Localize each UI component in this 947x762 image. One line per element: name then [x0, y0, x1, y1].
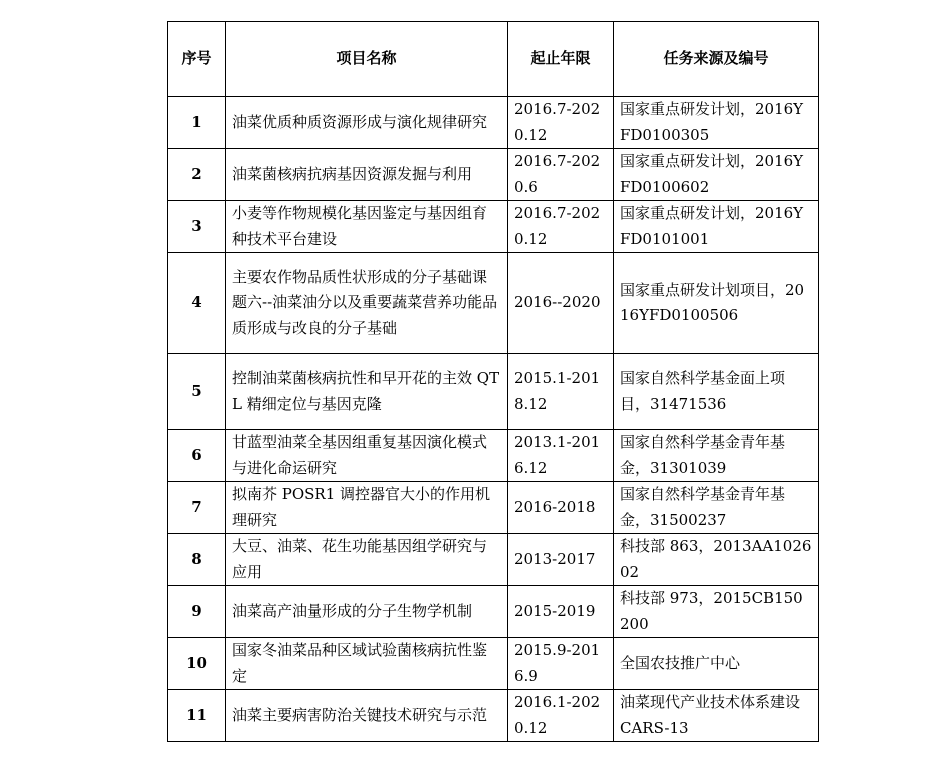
row-index: 1: [168, 97, 226, 149]
row-project-name: 油菜主要病害防治关键技术研究与示范: [226, 690, 508, 742]
row-index: 7: [168, 482, 226, 534]
row-project-name: 油菜优质种质资源形成与演化规律研究: [226, 97, 508, 149]
row-project-name: 小麦等作物规模化基因鉴定与基因组育种技术平台建设: [226, 201, 508, 253]
table-row: [168, 534, 819, 586]
row-source: 国家重点研发计划，2016YFD0100305: [614, 97, 819, 149]
row-index: 9: [168, 586, 226, 638]
row-source: 油菜现代产业技术体系建设 CARS-13: [614, 690, 819, 742]
row-project-name: 控制油菜菌核病抗性和早开花的主效 QTL 精细定位与基因克隆: [226, 354, 508, 430]
table-row: [168, 253, 819, 354]
row-project-name: 油菜高产油量形成的分子生物学机制: [226, 586, 508, 638]
row-source: 科技部 973，2015CB150200: [614, 586, 819, 638]
row-period: 2013-2017: [508, 534, 614, 586]
table-row: [168, 149, 819, 201]
row-source: 国家重点研发计划项目，2016YFD0100506: [614, 253, 819, 354]
row-index: 2: [168, 149, 226, 201]
row-period: 2016.7-2020.6: [508, 149, 614, 201]
table-row: [168, 638, 819, 690]
row-index: 5: [168, 354, 226, 430]
row-index: 3: [168, 201, 226, 253]
table-row: [168, 97, 819, 149]
row-source: 国家重点研发计划，2016YFD0100602: [614, 149, 819, 201]
row-period: 2016.1-2020.12: [508, 690, 614, 742]
row-index: 4: [168, 253, 226, 354]
row-period: 2016-2018: [508, 482, 614, 534]
row-project-name: 主要农作物品质性状形成的分子基础课题六--油菜油分以及重要蔬菜营养功能品质形成与改良的分子基础: [226, 253, 508, 354]
table-header-row: [168, 22, 819, 97]
row-period: 2015-2019: [508, 586, 614, 638]
row-project-name: 油菜菌核病抗病基因资源发掘与利用: [226, 149, 508, 201]
header-index: 序号: [168, 22, 226, 97]
row-project-name: 国家冬油菜品种区域试验菌核病抗性鉴定: [226, 638, 508, 690]
project-table: [167, 21, 819, 742]
table-row: [168, 201, 819, 253]
row-project-name: 大豆、油菜、花生功能基因组学研究与应用: [226, 534, 508, 586]
table-row: [168, 690, 819, 742]
row-source: 国家自然科学基金面上项目，31471536: [614, 354, 819, 430]
table-row: [168, 430, 819, 482]
table-row: [168, 354, 819, 430]
row-source: 国家自然科学基金青年基金，31301039: [614, 430, 819, 482]
row-source: 国家自然科学基金青年基金，31500237: [614, 482, 819, 534]
row-index: 11: [168, 690, 226, 742]
row-index: 10: [168, 638, 226, 690]
row-period: 2016--2020: [508, 253, 614, 354]
table-row: [168, 586, 819, 638]
row-project-name: 拟南芥 POSR1 调控器官大小的作用机理研究: [226, 482, 508, 534]
row-period: 2016.7-2020.12: [508, 201, 614, 253]
row-index: 8: [168, 534, 226, 586]
row-period: 2015.9-2016.9: [508, 638, 614, 690]
row-period: 2013.1-2016.12: [508, 430, 614, 482]
row-period: 2015.1-2018.12: [508, 354, 614, 430]
row-source: 科技部 863，2013AA102602: [614, 534, 819, 586]
row-project-name: 甘蓝型油菜全基因组重复基因演化模式与进化命运研究: [226, 430, 508, 482]
row-source: 全国农技推广中心: [614, 638, 819, 690]
header-period: 起止年限: [508, 22, 614, 97]
table-row: [168, 482, 819, 534]
row-index: 6: [168, 430, 226, 482]
row-source: 国家重点研发计划，2016YFD0101001: [614, 201, 819, 253]
row-period: 2016.7-2020.12: [508, 97, 614, 149]
header-source: 任务来源及编号: [614, 22, 819, 97]
header-project-name: 项目名称: [226, 22, 508, 97]
